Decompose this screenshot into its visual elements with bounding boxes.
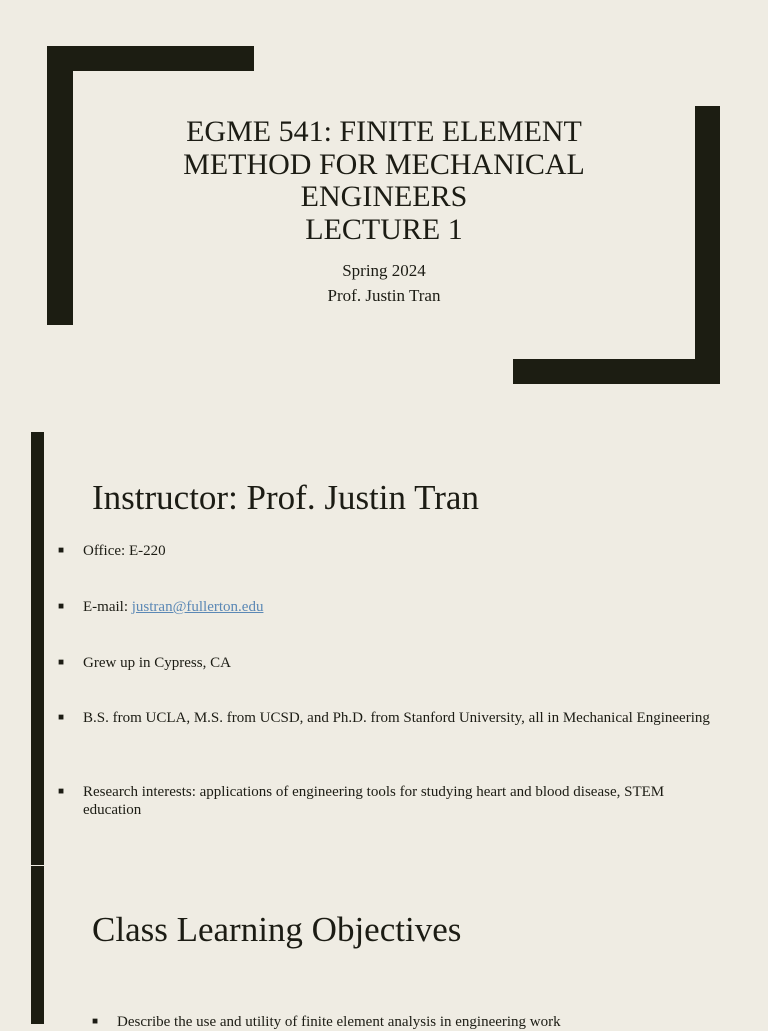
list-item — [58, 709, 718, 727]
instructor-slide — [0, 432, 768, 866]
bullet-square-icon: ■ — [92, 1016, 99, 1027]
title-line: EGME 541: FINITE ELEMENT — [186, 115, 582, 148]
office-text: Office: E-220 — [83, 543, 166, 559]
left-accent-bar — [31, 432, 44, 865]
title-line: LECTURE 1 — [305, 212, 463, 246]
bullet-square-icon: ■ — [58, 601, 65, 612]
instructor-text: Prof. Justin Tran — [327, 286, 441, 305]
corner-bracket-top-left-vertical — [47, 46, 73, 325]
left-accent-bar — [31, 866, 44, 1024]
list-item — [92, 1013, 752, 1031]
term-text: Spring 2024 — [342, 261, 426, 280]
education-text: B.S. from UCLA, M.S. from UCSD, and Ph.D. from Stanford University, all in Mechanical Engineering — [83, 710, 710, 726]
bullet-square-icon: ■ — [58, 657, 65, 668]
list-item — [58, 654, 718, 672]
list-item — [58, 783, 718, 819]
bullet-square-icon: ■ — [58, 712, 65, 723]
objective-text: Describe the use and utility of finite element analysis in engineering work — [117, 1014, 561, 1030]
corner-bracket-bottom-right-vertical — [695, 106, 720, 384]
corner-bracket-top-left-horizontal — [47, 46, 254, 71]
objectives-slide — [0, 866, 768, 1030]
email-line — [83, 598, 263, 616]
list-item — [58, 598, 718, 616]
hometown-text: Grew up in Cypress, CA — [83, 655, 231, 671]
email-label: E-mail: — [83, 599, 132, 615]
bullet-square-icon: ■ — [58, 786, 65, 797]
email-link[interactable]: justran@fullerton.edu — [131, 599, 264, 615]
title-line: METHOD FOR MECHANICAL — [183, 147, 585, 181]
title-block — [130, 116, 638, 308]
title-line: ENGINEERS — [300, 180, 468, 213]
slide-heading: Instructor: Prof. Justin Tran — [92, 478, 479, 517]
slide-heading: Class Learning Objectives — [92, 910, 462, 949]
bullet-square-icon: ■ — [58, 545, 65, 556]
subtitle-block — [130, 258, 638, 308]
research-text: Research interests: applications of engineering tools for studying heart and blood disease, STEM education — [83, 784, 665, 818]
corner-bracket-bottom-right-horizontal — [513, 359, 720, 384]
list-item — [58, 542, 718, 560]
title-slide — [0, 0, 768, 432]
